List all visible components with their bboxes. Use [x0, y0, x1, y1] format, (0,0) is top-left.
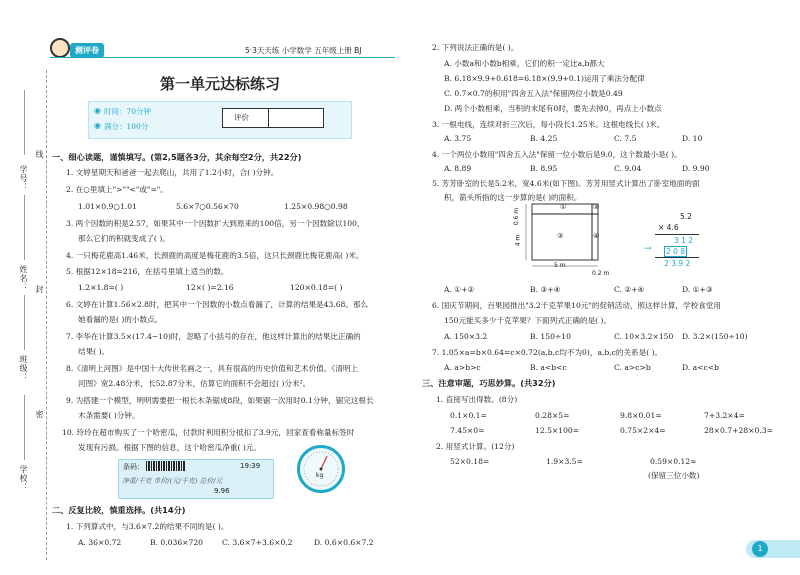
region-3: ③ — [557, 232, 564, 240]
r-q4-option-a[interactable]: A. 8.89 — [444, 164, 472, 173]
calc-line-2: × 4.6 — [658, 223, 679, 232]
clock-icon: ◉ — [94, 106, 101, 115]
vertical-calc-3-note: (保留三位小数) — [648, 471, 700, 480]
section-1-heading: 一、细心读题，谨慎填写。(第2,5题各3分，其余每空2分，共22分) — [52, 152, 302, 162]
vertical-calc-2: 1.9×3.5= — [546, 457, 583, 466]
direct-calc-5: 7.45×0= — [450, 426, 485, 435]
calc-line-3: 3 1 2 — [674, 236, 694, 245]
direct-calc-4: 7+3.2×4= — [704, 411, 745, 420]
name-label: 姓名： — [19, 265, 28, 292]
question-6: 6. 文婷在计算1.56×2.8时，把其中一个因数的小数点看漏了，计算的结果是43.68。那么 — [66, 300, 369, 309]
question-2: 2. 在○里填上">""<"或"="。 — [66, 185, 168, 194]
r-question-4: 4. 一个两位小数用"四舍五入法"保留一位小数后是9.0，这个数最小是( )。 — [432, 150, 682, 159]
direct-calc-7: 0.75×2×4= — [620, 426, 666, 435]
r-q6-option-a[interactable]: A. 150×3.2 — [444, 332, 488, 341]
s2q1-option-d[interactable]: D. 0.6×0.6×7.2 — [314, 538, 374, 547]
r-q3-option-d[interactable]: D. 10 — [682, 134, 703, 143]
r-q5-option-b[interactable]: B. ③+④ — [530, 285, 561, 294]
r-q6-option-c[interactable]: C. 10×3.2×150 — [614, 332, 674, 341]
calc-line-5: 2 3.9 2 — [664, 259, 691, 268]
q2-item-c: 1.25×0.98○0.98 — [284, 202, 348, 211]
question-10: 10. 玲玲在超市购买了一个哈密瓜，付款时利用积分抵扣了3.9元，回家查看称量标签时 — [62, 428, 355, 437]
arrow-icon: → — [644, 244, 652, 254]
r-q7-option-a[interactable]: A. a>b>c — [444, 363, 481, 372]
s3-question-2: 2. 用竖式计算。(12分) — [436, 442, 515, 451]
s2-question-1: 1. 下列算式中，与3.6×7.2的结果不同的是( )。 — [66, 522, 229, 531]
q2-item-b: 5.6×7○0.56×70 — [176, 202, 239, 211]
label-total: 9.96 — [214, 487, 230, 495]
q5-item-b: 12×( )=2.16 — [186, 283, 234, 292]
r-q5-option-a[interactable]: A. ①+② — [444, 285, 475, 294]
r-q3-option-a[interactable]: A. 3.75 — [444, 134, 472, 143]
question-9: 9. 为搭建一个模型，明明需要把一根长木条锯成8段，如果锯一次用时0.1分钟，锯完这根长 — [66, 396, 374, 405]
seal-label: 封 — [35, 285, 44, 294]
r-q3-option-b[interactable]: B. 4.25 — [530, 134, 558, 143]
score-icon: ◉ — [94, 121, 101, 130]
fig-height-1: 0.6 m — [513, 207, 521, 226]
fig-width: 5 m — [554, 262, 566, 269]
region-2: ② — [593, 203, 600, 211]
calc-line-1: 5.2 — [680, 212, 692, 221]
question-8: 8.《清明上河图》是中国十大传世名画之一，具有很高的历史价值和艺术价值。《清明上 — [66, 364, 359, 373]
q5-item-c: 120×0.18=( ) — [290, 283, 343, 292]
r-question-2: 2. 下列说法正确的是( )。 — [432, 43, 519, 52]
r-question-5-cont: 积，箭头所指的这一步算的是( )的面积。 — [444, 193, 582, 202]
question-8-cont: 河图》宽2.48分米，长52.87分米，估算它的面积不会超过( )分米²。 — [78, 379, 311, 388]
section-2-heading: 二、反复比较，慎重选择。(共14分) — [52, 505, 186, 515]
direct-calc-1: 0.1×0.1= — [450, 411, 487, 420]
question-6-cont: 她看漏的是( )的小数点。 — [78, 315, 163, 324]
page-title: 第一单元达标练习 — [160, 75, 281, 93]
question-7-cont: 结果( )。 — [78, 347, 110, 356]
q5-item-a: 1.2×1.8=( ) — [78, 283, 124, 292]
mascot-icon — [50, 38, 70, 58]
vertical-calc-3: 0.59×0.12≈ — [650, 457, 697, 466]
r-q2-option-a[interactable]: A. 小数a和小数b相乘，它们的积一定比a,b都大 — [444, 59, 605, 68]
r-q6-option-b[interactable]: B. 150÷10 — [530, 332, 571, 341]
r-q7-option-d[interactable]: D. a<c<b — [682, 363, 720, 372]
series-label: 5·3天天练 小学数学 五年级上册 BJ — [245, 46, 362, 55]
r-q5-option-c[interactable]: C. ②+④ — [614, 285, 645, 294]
r-q6-option-d[interactable]: D. 3.2×(150÷10) — [682, 332, 748, 341]
r-q3-option-c[interactable]: C. 7.5 — [614, 134, 637, 143]
direct-calc-8: 28×0.7+28×0.3= — [704, 426, 773, 435]
r-q5-option-d[interactable]: D. ①+③ — [682, 285, 713, 294]
s2q1-option-b[interactable]: B. 0.036×720 — [150, 538, 204, 547]
r-q7-option-c[interactable]: C. a>c>b — [614, 363, 651, 372]
r-question-3: 3. 一根电线，连续对折三次后，每小段长1.25米。这根电线长( )米。 — [432, 120, 665, 129]
label-barcode-text: 条码： — [123, 463, 144, 471]
s2q1-option-a[interactable]: A. 36×0.72 — [78, 538, 122, 547]
r-q4-option-b[interactable]: B. 8.95 — [530, 164, 558, 173]
test-badge: 测评卷 — [70, 43, 104, 58]
section-3-heading: 三、注意审题，巧思妙算。(共32分) — [422, 378, 556, 388]
r-question-7: 7. 1.05×a=b×0.64=c×0.72(a,b,c均不为0)，a,b,c的关系是( )。 — [432, 348, 663, 357]
eval-label: 评价 — [234, 113, 249, 122]
label-time: 19:39 — [240, 462, 261, 470]
fig-width-2: 0.2 m — [592, 270, 610, 277]
q2-item-a: 1.01×0.9○1.01 — [78, 202, 137, 211]
question-1: 1. 文婷星期天和爸爸一起去爬山，共用了1.2小时，合( )分钟。 — [66, 168, 279, 177]
r-q2-option-b[interactable]: B. 6.18×9.9+0.618=6.18×(9.9+0.1)运用了乘法分配律 — [444, 74, 645, 83]
r-q4-option-d[interactable]: D. 9.90 — [682, 164, 710, 173]
s3-question-1: 1. 直接写出得数。(8分) — [436, 395, 518, 404]
barcode-icon — [146, 461, 186, 471]
scale-unit: kg — [316, 472, 324, 479]
question-4: 4. 一只梅花鹿高1.46米，长颈鹿的高度是梅花鹿的3.5倍，这只长颈鹿比梅花鹿高( )米。 — [66, 251, 364, 260]
question-7: 7. 李华在计算3.5×(17.4−10)时，忽略了小括号的存在，他这样计算出的结果比正确的 — [66, 332, 361, 341]
class-label: 班级： — [19, 355, 28, 382]
direct-calc-6: 12.5×100= — [535, 426, 580, 435]
page-number: 1 — [752, 541, 768, 557]
r-question-6-cont: 150元能买多少千克苹果？下面列式正确的是( )。 — [444, 316, 612, 325]
school-label: 学校： — [19, 465, 28, 492]
direct-calc-2: 0.28×5= — [535, 411, 570, 420]
direct-calc-3: 9.8×0.01= — [620, 411, 662, 420]
question-3: 3. 两个因数的积是2.57，如果其中一个因数扩大到原来的100倍，另一个因数除以100， — [66, 219, 365, 228]
r-q7-option-b[interactable]: B. a<b<c — [530, 363, 567, 372]
student-id-label: 学号： — [19, 165, 28, 192]
vertical-calc-1: 52×0.18= — [450, 457, 490, 466]
r-q2-option-c[interactable]: C. 0.7×0.7的积用"四舍五入法"保留两位小数是0.49 — [444, 89, 623, 98]
question-5: 5. 根据12×18=216，在括号里填上适当的数。 — [66, 267, 229, 276]
scale-needle-icon — [297, 445, 345, 493]
region-1: ① — [560, 203, 567, 211]
secret-label: 密 — [35, 410, 44, 419]
calc-line-4: 2 0 8 — [666, 247, 686, 256]
region-4: ④ — [593, 232, 600, 240]
fig-height-2: 4 m — [514, 234, 522, 247]
label-columns: 净重/千克 单价/(元/千克) 总价/元 — [122, 477, 223, 485]
time-label: 时间：70分钟 — [104, 107, 152, 116]
r-question-6: 6. 国庆节期间，百果园推出"3.2千克苹果10元"的促销活动，照这样计算，学校食堂用 — [432, 301, 721, 310]
r-question-5: 5. 芳芳卧室的长是5.2米，宽4.6米(如下图)。芳芳用竖式计算出了卧室地面的面 — [432, 179, 700, 188]
line-label: 线 — [35, 150, 44, 159]
question-3-cont: 那么它们的积就变成了( )。 — [78, 234, 170, 243]
question-9-cont: 木条需要( )分钟。 — [78, 411, 140, 420]
score-label: 满分：100分 — [104, 122, 149, 131]
r-q4-option-c[interactable]: C. 9.04 — [614, 164, 642, 173]
s2q1-option-c[interactable]: C. 3.6×7+3.6×0.2 — [222, 538, 293, 547]
r-q2-option-d[interactable]: D. 两个小数相乘，当积的末尾有0时，要先去掉0，再点上小数点 — [444, 104, 662, 113]
question-10-cont: 发现有污损。根据下图的信息，这个哈密瓜净重( )元。 — [78, 443, 261, 452]
